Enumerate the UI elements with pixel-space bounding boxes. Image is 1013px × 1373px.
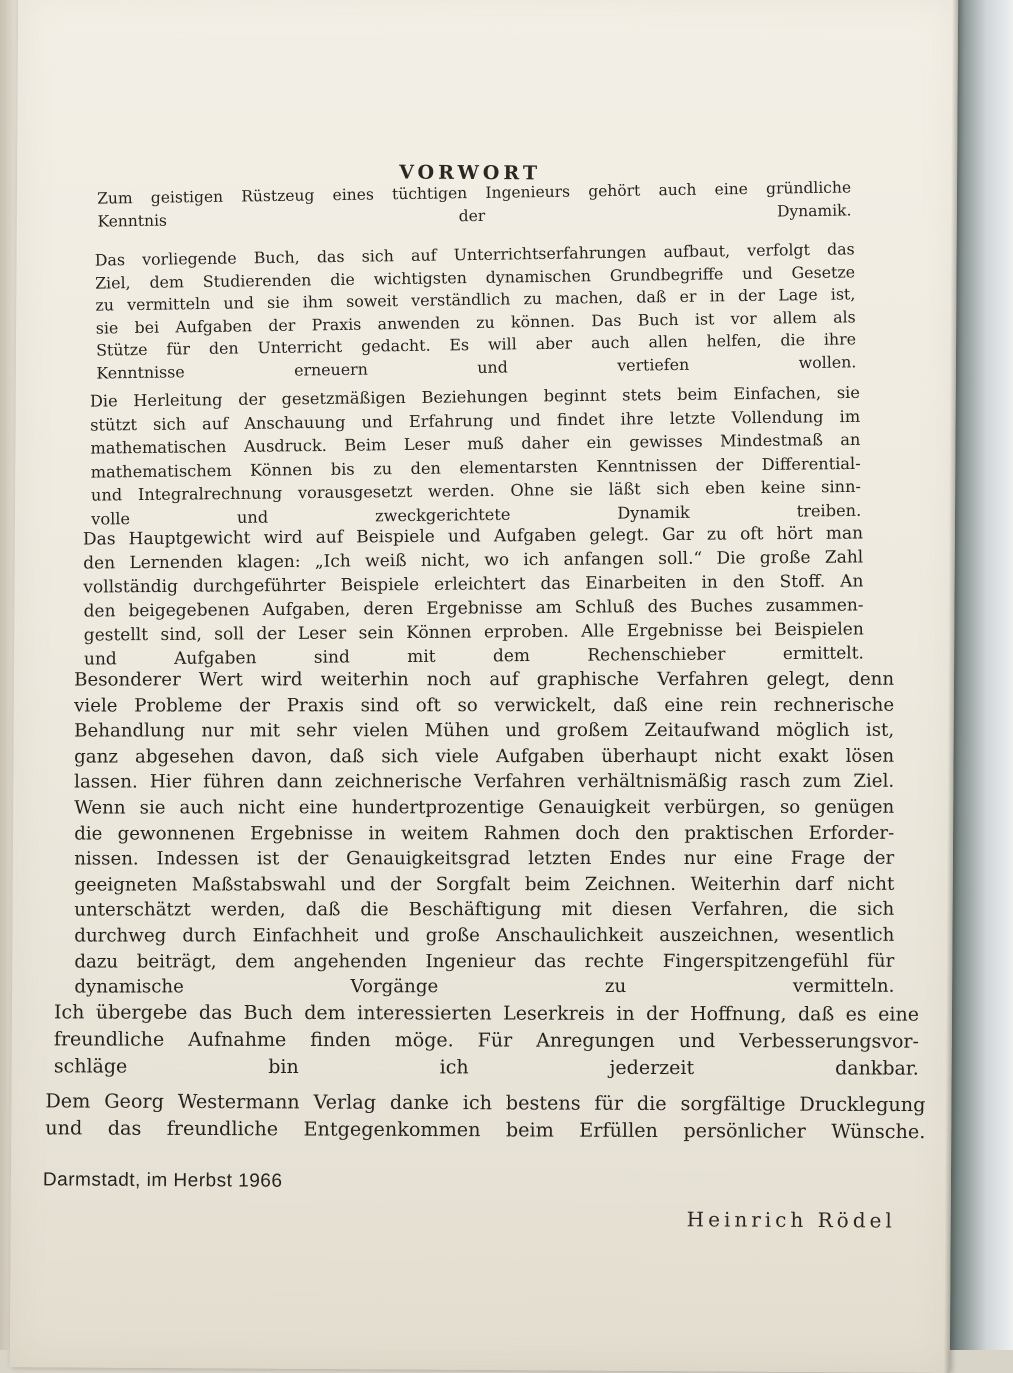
paragraph-line: dazu beiträgt, dem angehenden Ingenieur das rechte Fingerspitzengefühl für <box>74 950 895 973</box>
paragraph-line: geeigneten Maßstabswahl und der Sorgfalt beim Zeichnen. Weiterhin darf nicht <box>74 873 895 896</box>
paragraph-line: Wenn sie auch nicht eine hundertprozentige Genauigkeit verbürgen, so genügen <box>74 796 895 819</box>
paragraph-line: zu vermitteln und sie ihm soweit verständlich zu machen, daß er in der Lage ist, <box>95 284 856 315</box>
paragraph-7 <box>45 1087 925 1145</box>
paragraph-line: vollständig durchgeführter Beispiele erleichtert das Einarbeiten in den Stoff. An <box>83 571 864 598</box>
paragraph-line: lassen. Hier führen dann zeichnerische Verfahren verhältnismäßig rasch zum Ziel. <box>74 771 895 793</box>
paragraph-line: Zum geistigen Rüstzeug eines tüchtigen Ingenieurs gehört auch eine gründliche <box>97 178 852 208</box>
paragraph-line: Behandlung nur mit sehr vielen Mühen und großem Zeitaufwand möglich ist, <box>74 719 895 742</box>
page-title: VORWORT <box>399 161 542 185</box>
paragraph-line: freundliche Aufnahme finden möge. Für Anregungen und Verbesserungsvor- <box>53 1028 919 1053</box>
paragraph-line: mathematischen Ausdruck. Beim Leser muß daher ein gewisses Mindestmaß an <box>90 429 861 458</box>
paragraph-line: volle und zweckgerichtete Dynamik treiben. <box>91 500 862 529</box>
book-page <box>10 0 958 1373</box>
paragraph-line: Kenntnisse erneuern und vertiefen wollen. <box>96 352 857 383</box>
paragraph-line: nissen. Indessen ist der Genauigkeitsgrad letzten Endes nur eine Frage der <box>74 847 895 870</box>
paragraph-3 <box>90 381 862 531</box>
paragraph-line: den Lernenden klagen: „Ich weiß nicht, wo ich anfangen soll.“ Die große Zahl <box>83 547 864 574</box>
paragraph-line: Stütze für den Unterricht gedacht. Es will aber auch allen helfen, die ihre <box>95 329 857 360</box>
paragraph-line: stützt sich auf Anschauung und Erfahrung und findet ihre letzte Vollendung im <box>90 406 861 435</box>
paragraph-line: mathematischem Können bis zu den elementarsten Kenntnissen der Differential- <box>90 453 861 482</box>
paragraph-line: viele Probleme der Praxis sind oft so verwickelt, daß eine rein rechnerische <box>74 694 895 717</box>
paragraph-6 <box>54 999 919 1082</box>
paragraph-line: gestellt sind, soll der Leser sein Können erproben. Alle Ergebnisse bei Beispielen <box>83 619 864 646</box>
paragraph-5 <box>74 667 894 1000</box>
paragraph-line: Das vorliegende Buch, das sich auf Unterrichtserfahrungen aufbaut, verfolgt das <box>94 239 855 270</box>
paragraph-line: dynamische Vorgänge zu vermitteln. <box>74 975 895 998</box>
paragraph-line: und Aufgaben sind mit dem Rechenschieber ermittelt. <box>83 643 865 670</box>
place-date: Darmstadt, im Herbst 1966 <box>42 1169 283 1192</box>
paragraph-line: und Integralrechnung vorausgesetzt werden. Ohne sie läßt sich eben keine sinn- <box>90 476 862 505</box>
paragraph-line: die gewonnenen Ergebnisse in weitem Rahmen doch den praktischen Erforder- <box>74 822 895 845</box>
paragraph-line: Ich übergebe das Buch dem interessierten Leserkreis in der Hoffnung, daß es eine <box>53 1001 920 1026</box>
paragraph-line: und das freundliche Entgegenkommen beim Erfüllen persönlicher Wünsche. <box>45 1116 926 1144</box>
paragraph-line: durchweg durch Einfachheit und große Anschaulichkeit auszeichnen, wesentlich <box>74 924 895 947</box>
paragraph-4 <box>83 521 864 671</box>
paragraph-2 <box>95 238 857 385</box>
paragraph-line: Dem Georg Westermann Verlag danke ich bestens für die sorgfältige Drucklegung <box>45 1089 926 1117</box>
paragraph-line: unterschätzt werden, daß die Beschäftigung mit diesen Verfahren, die sich <box>74 899 895 921</box>
paragraph-line: Das Hauptgewicht wird auf Beispiele und Aufgaben gelegt. Gar zu oft hört man <box>82 523 864 550</box>
paragraph-line: Ziel, dem Studierenden die wichtigsten dynamischen Grundbegriffe und Gesetze <box>94 261 856 293</box>
paragraph-line: ganz abgesehen davon, daß sich viele Aufgaben überhaupt nicht exakt lösen <box>74 745 895 768</box>
paragraph-line: den beigegebenen Aufgaben, deren Ergebnisse am Schluß des Buches zusammen- <box>83 595 864 622</box>
paragraph-line: Die Herleitung der gesetzmäßigen Beziehungen beginnt stets beim Einfachen, sie <box>89 382 860 411</box>
paragraph-line: Kenntnis der Dynamik. <box>97 200 852 231</box>
author-signature: Heinrich Rödel <box>686 1207 896 1233</box>
paragraph-line: sie bei Aufgaben der Praxis anwenden zu können. Das Buch ist vor allem als <box>95 307 856 338</box>
paragraph-1 <box>97 176 852 232</box>
paragraph-line: Besonderer Wert wird weiterhin noch auf graphische Verfahren gelegt, denn <box>74 668 895 691</box>
paragraph-line: schläge bin ich jederzeit dankbar. <box>53 1055 919 1080</box>
